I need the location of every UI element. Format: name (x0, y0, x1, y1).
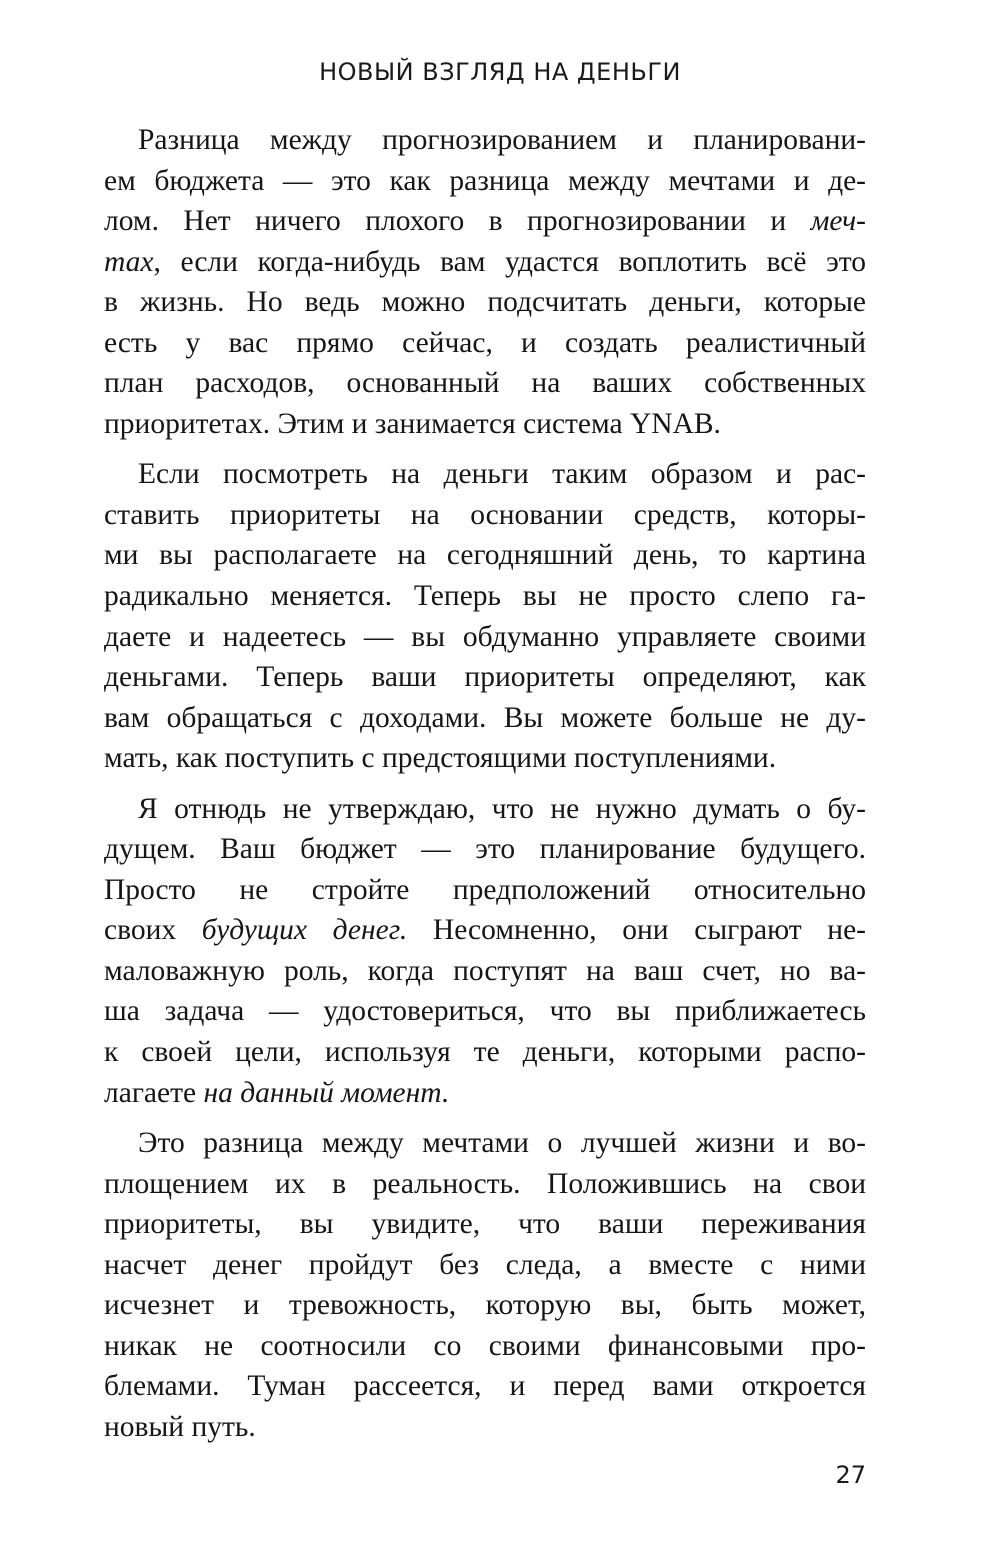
page-number: 27 (835, 1461, 866, 1489)
text-line: Если посмотреть на деньги таким образом и рас- (138, 458, 866, 491)
text-line: лом. Нет ничего плохого в прогнозировании и меч- (104, 205, 866, 238)
text-line: ша задача — удостовериться, что вы приближаетесь (104, 995, 866, 1028)
text-line: площением их в реальность. Положившись на свои (104, 1167, 866, 1200)
text-line: Это разница между мечтами о лучшей жизни и во- (138, 1127, 866, 1160)
italic-phrase: на данный момент. (203, 1076, 450, 1109)
paragraph (104, 789, 866, 1113)
text-line: в жизнь. Но ведь можно подсчитать деньги, которые (104, 286, 866, 319)
running-head: НОВЫЙ ВЗГЛЯД НА ДЕНЬГИ (319, 58, 681, 86)
italic-phrase: меч- (810, 205, 866, 238)
italic-phrase: будущих денег. (201, 914, 408, 947)
text-line: Просто не стройте предположений относительно (104, 873, 866, 906)
text-line: приоритеты, вы увидите, что ваши переживания (104, 1208, 866, 1241)
text-line: блемами. Туман рассеется, и перед вами откроется (104, 1370, 866, 1403)
text-line: насчет денег пройдут без следа, а вместе с ними (104, 1248, 866, 1281)
text-line: тах, если когда-нибудь вам удастся воплотить всё это (104, 245, 866, 278)
text-line: новый путь. (104, 1410, 256, 1443)
body-text (104, 120, 866, 1458)
paragraph (104, 1123, 866, 1447)
text-line: радикально меняется. Теперь вы не просто слепо га- (104, 580, 866, 613)
text-line: маловажную роль, когда поступят на ваш счет, но ва- (104, 954, 866, 987)
text-line: Разница между прогнозированием и планировани- (138, 124, 866, 156)
text-line: исчезнет и тревожность, которую вы, быть может, (104, 1289, 866, 1322)
text-line: Я отнюдь не утверждаю, что не нужно думать о бу- (138, 792, 866, 825)
text-line: ми вы располагаете на сегодняшний день, то картина (104, 539, 866, 572)
text-line: дущем. Ваш бюджет — это планирование будущего. (104, 833, 866, 866)
paragraph (104, 454, 866, 778)
paragraph (104, 120, 866, 444)
text-line: план расходов, основанный на ваших собственных (104, 367, 866, 400)
text-line: приоритетах. Этим и занимается система YNAB. (104, 407, 721, 440)
text-line: никак не соотносили со своими финансовыми про- (104, 1329, 866, 1362)
text-line: мать, как поступить с предстоящими поступлениями. (104, 742, 777, 775)
text-line: ставить приоритеты на основании средств, которы- (104, 498, 866, 531)
text-line: к своей цели, используя те деньги, которыми распо- (104, 1036, 866, 1069)
text-line: деньгами. Теперь ваши приоритеты определяют, как (104, 661, 866, 694)
text-line: вам обращаться с доходами. Вы можете больше не ду- (104, 701, 866, 734)
text-line: своих будущих денег. Несомненно, они сыграют не- (104, 914, 867, 947)
text-line: лагаете на данный момент. (104, 1076, 450, 1109)
italic-phrase: тах (104, 245, 154, 278)
text-line: есть у вас прямо сейчас, и создать реалистичный (104, 326, 866, 359)
text-line: даете и надеетесь — вы обдуманно управляете своими (104, 620, 866, 653)
text-line: ем бюджета — это как разница между мечтами и де- (104, 164, 866, 197)
